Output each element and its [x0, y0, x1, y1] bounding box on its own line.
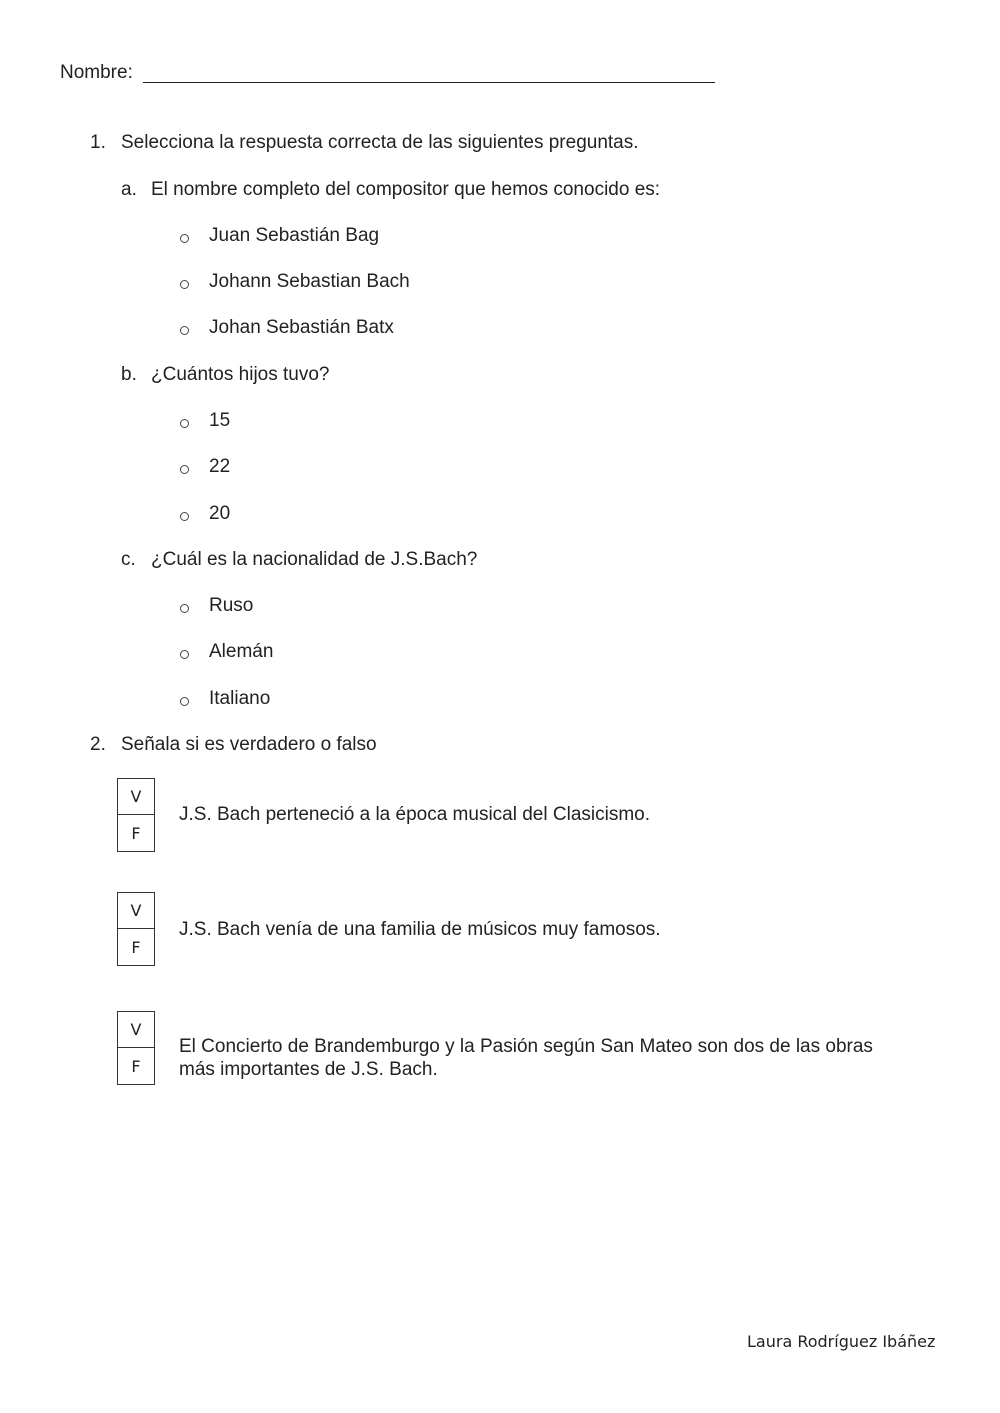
option-radio-icon[interactable]	[180, 419, 189, 428]
option-radio-icon[interactable]	[180, 234, 189, 243]
true-option[interactable]: V	[118, 893, 154, 929]
question-2-prompt: Señala si es verdadero o falso	[121, 734, 377, 755]
question-2-number: 2.	[90, 734, 106, 755]
name-label: Nombre:	[60, 62, 133, 83]
subquestion-b-letter: b.	[121, 364, 137, 385]
question-1-number: 1.	[90, 132, 106, 153]
false-option[interactable]: F	[131, 1056, 141, 1076]
subquestion-c-letter: c.	[121, 549, 136, 570]
statement-3-line-2: más importantes de J.S. Bach.	[179, 1059, 438, 1080]
statement-1: J.S. Bach perteneció a la época musical del Clasicismo.	[179, 804, 651, 825]
true-false-box	[117, 1011, 155, 1085]
question-1-prompt: Selecciona la respuesta correcta de las siguientes preguntas.	[121, 132, 639, 153]
author-footer: Laura Rodríguez Ibáñez	[747, 1332, 936, 1351]
option-b2[interactable]: 22	[209, 456, 231, 477]
statement-2: J.S. Bach venía de una familia de músicos muy famosos.	[179, 919, 661, 940]
false-option[interactable]: F	[131, 823, 141, 843]
true-false-box	[117, 892, 155, 966]
true-false-box	[117, 778, 155, 852]
option-c3[interactable]: Italiano	[209, 688, 271, 709]
option-radio-icon[interactable]	[180, 465, 189, 474]
option-b3[interactable]: 20	[209, 503, 231, 524]
name-input-line[interactable]	[143, 82, 715, 83]
option-radio-icon[interactable]	[180, 650, 189, 659]
option-radio-icon[interactable]	[180, 697, 189, 706]
option-a2[interactable]: Johann Sebastian Bach	[209, 271, 410, 292]
subquestion-b-text: ¿Cuántos hijos tuvo?	[151, 364, 330, 385]
true-option[interactable]: V	[118, 779, 154, 815]
option-a3[interactable]: Johan Sebastián Batx	[209, 317, 394, 338]
statement-3-line-1: El Concierto de Brandemburgo y la Pasión según San Mateo son dos de las obras	[179, 1036, 873, 1057]
option-c2[interactable]: Alemán	[209, 641, 274, 662]
subquestion-c-text: ¿Cuál es la nacionalidad de J.S.Bach?	[151, 549, 478, 570]
false-option[interactable]: F	[131, 937, 141, 957]
subquestion-a-text: El nombre completo del compositor que hemos conocido es:	[151, 179, 661, 200]
true-option[interactable]: V	[118, 1012, 154, 1048]
option-radio-icon[interactable]	[180, 280, 189, 289]
option-c1[interactable]: Ruso	[209, 595, 254, 616]
option-radio-icon[interactable]	[180, 326, 189, 335]
subquestion-a-letter: a.	[121, 179, 137, 200]
option-a1[interactable]: Juan Sebastián Bag	[209, 225, 380, 246]
option-radio-icon[interactable]	[180, 512, 189, 521]
option-b1[interactable]: 15	[209, 410, 231, 431]
option-radio-icon[interactable]	[180, 604, 189, 613]
